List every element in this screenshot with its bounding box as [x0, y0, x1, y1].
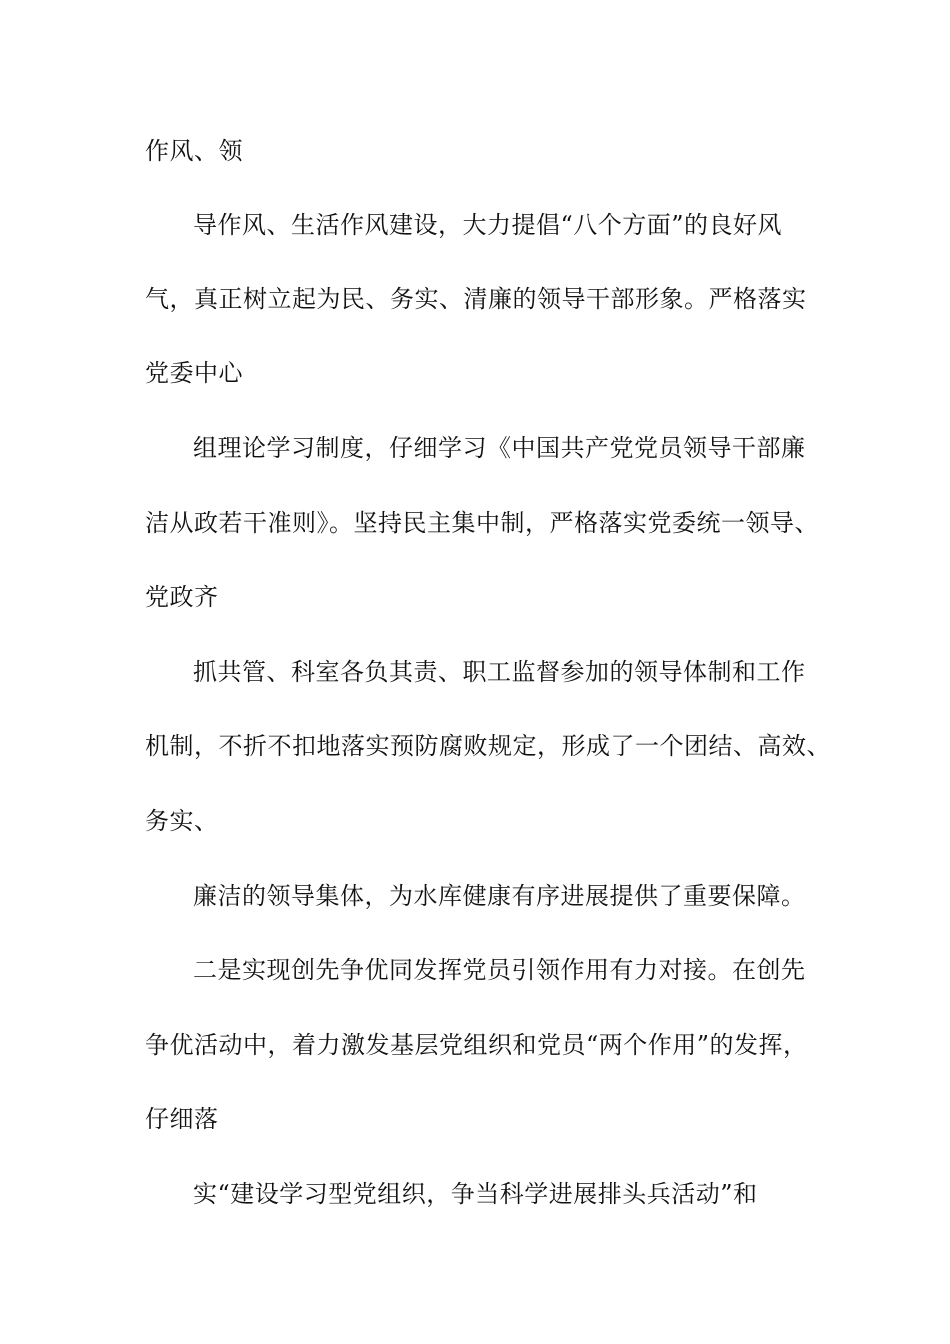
text-line: 洁从政若干准则》。坚持民主集中制，严格落实党委统一领导、	[145, 509, 819, 537]
text-line: 气，真正树立起为民、务实、清廉的领导干部形象。严格落实	[145, 285, 807, 313]
text-line: 导作风、生活作风建设，大力提倡“八个方面”的良好风	[193, 211, 783, 239]
text-line: 机制，不折不扣地落实预防腐败规定，形成了一个团结、高效、	[145, 732, 831, 760]
text-line: 二是实现创先争优同发挥党员引领作用有力对接。在创先	[193, 956, 806, 984]
text-line: 党委中心	[145, 359, 243, 387]
text-line: 实“建设学习型党组织，争当科学进展排头兵活动”和	[193, 1180, 758, 1208]
text-line: 党政齐	[145, 583, 219, 611]
text-line: 抓共管、科室各负其责、职工监督参加的领导体制和工作	[193, 658, 806, 686]
text-line: 作风、领	[145, 137, 243, 165]
text-line: 争优活动中，着力激发基层党组织和党员“两个作用”的发挥，	[145, 1031, 808, 1059]
text-line: 务实、	[145, 807, 219, 835]
text-line: 廉洁的领导集体，为水库健康有序进展提供了重要保障。	[193, 882, 806, 910]
text-line: 仔细落	[145, 1105, 219, 1133]
text-line: 组理论学习制度，仔细学习《中国共产党党员领导干部廉	[193, 434, 806, 462]
